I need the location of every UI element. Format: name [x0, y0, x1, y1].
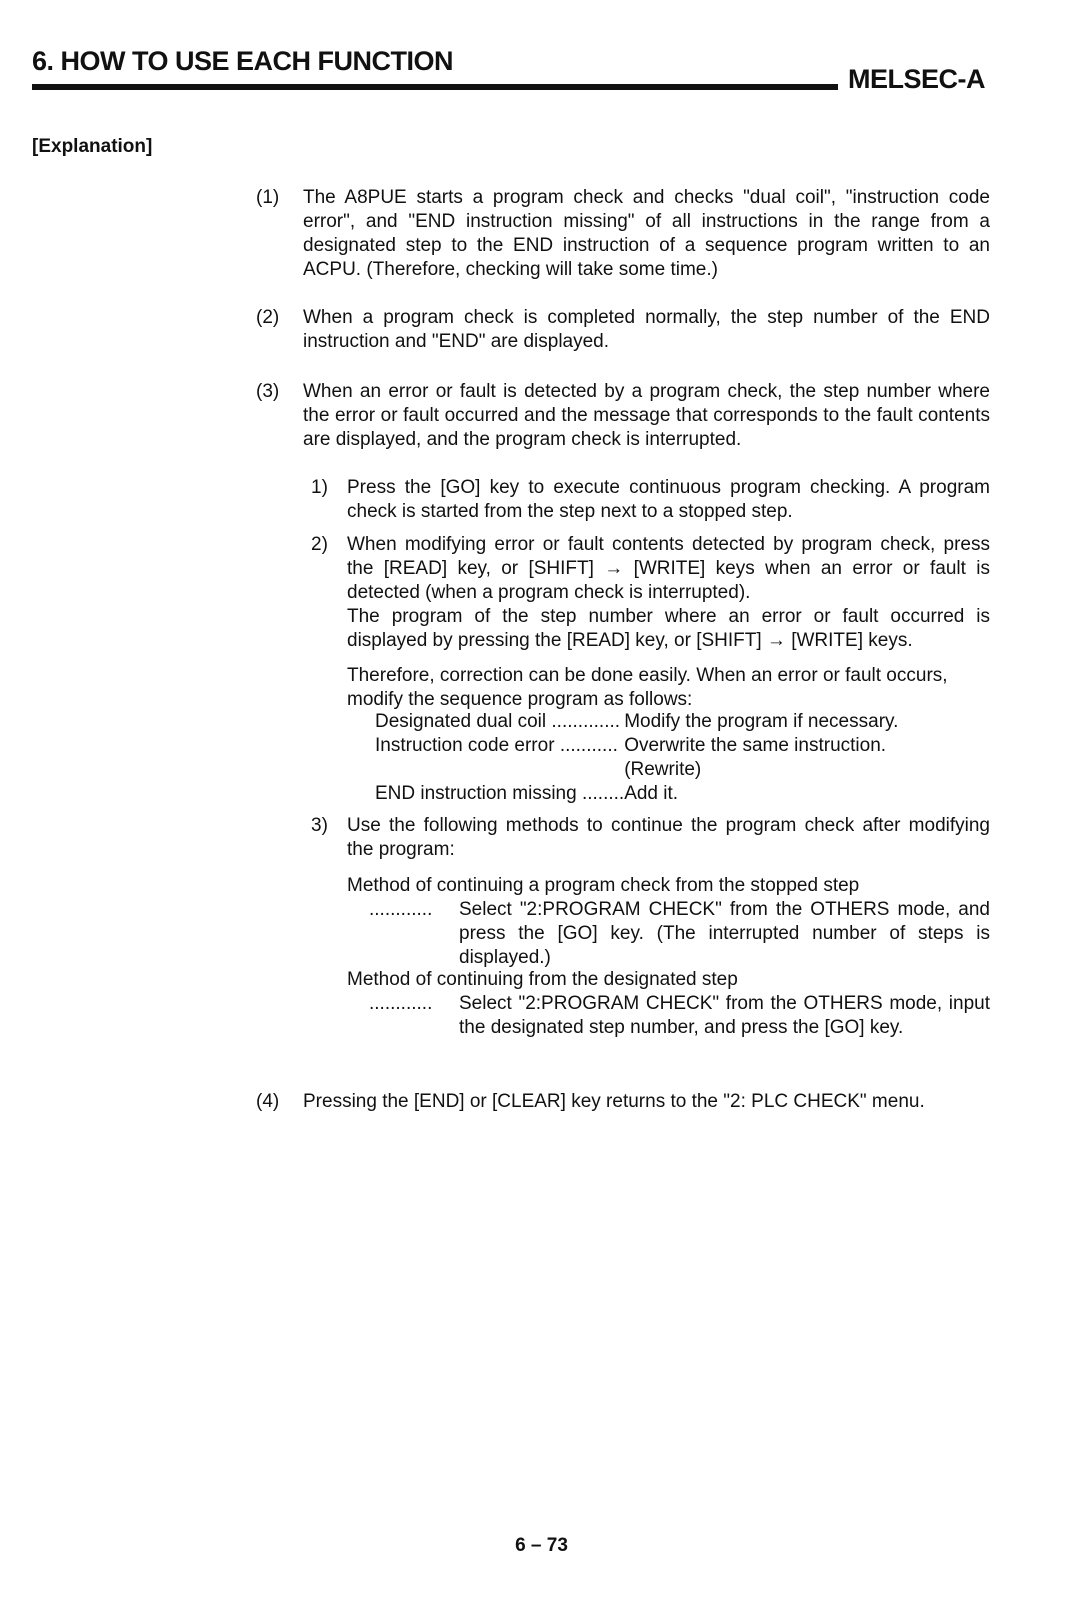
item-number: (4)	[256, 1091, 280, 1112]
item-text: When a program check is completed normally, the step number of the END instruction and "END" are displayed.	[303, 307, 990, 352]
table-row	[375, 782, 898, 806]
chapter-title: 6. HOW TO USE EACH FUNCTION	[32, 46, 454, 76]
table-action: Modify the program if necessary.	[624, 711, 899, 732]
method-title: Method of continuing a program check from the stopped step	[347, 875, 860, 896]
method-leader-dots: ............	[369, 899, 433, 920]
section-label: [Explanation]	[32, 136, 153, 157]
subitem-number: 2)	[311, 534, 328, 555]
table-row	[375, 710, 898, 734]
subitem-text: Use the following methods to continue the program check after modifying the program:	[347, 815, 990, 860]
item-number: (2)	[256, 307, 280, 328]
correction-table	[375, 710, 898, 806]
subitem-text: When modifying error or fault contents detected by program check, press the [READ] key, or [SHIFT] → [WRITE] keys when an error or fault is detected (when a program check is interrupted).	[347, 534, 990, 603]
subitem-number: 1)	[311, 477, 328, 498]
table-term: Instruction code error ...........	[375, 735, 618, 756]
item-text: The A8PUE starts a program check and checks "dual coil", "instruction code error", and "END instruction missing" of all instructions in the range from a designated step to the END instruction of a sequence program written to an ACPU. (Therefore, checking will take some time.)	[303, 187, 990, 280]
item-text: When an error or fault is detected by a program check, the step number where the error or fault occurred and the message that corresponds to the fault contents are displayed, and the program check is interrupted.	[303, 381, 990, 450]
table-term: END instruction missing ........	[375, 783, 625, 804]
table-action: Overwrite the same instruction. (Rewrite)	[624, 735, 887, 780]
item-number: (1)	[256, 187, 280, 208]
method-text: Select "2:PROGRAM CHECK" from the OTHERS mode, input the designated step number, and press the [GO] key.	[459, 993, 990, 1038]
table-action: Add it.	[624, 783, 679, 804]
method-text: Select "2:PROGRAM CHECK" from the OTHERS mode, and press the [GO] key. (The interrupted number of steps is displayed.)	[459, 899, 990, 968]
header-rule	[32, 84, 838, 90]
item-text: Pressing the [END] or [CLEAR] key returns to the "2: PLC CHECK" menu.	[303, 1091, 925, 1112]
table-row	[375, 734, 898, 782]
method-leader-dots: ............	[369, 993, 433, 1014]
table-term: Designated dual coil .............	[375, 711, 621, 732]
subitem-text: Press the [GO] key to execute continuous program checking. A program check is started from the step next to a stopped step.	[347, 477, 990, 522]
brand-label: MELSEC-A	[848, 64, 985, 94]
subitem-text-continued: The program of the step number where an error or fault occurred is displayed by pressing the [READ] key, or [SHIFT] → [WRITE] keys.	[347, 606, 990, 651]
subitem-number: 3)	[311, 815, 328, 836]
method-title: Method of continuing from the designated step	[347, 969, 738, 990]
subitem-note: Therefore, correction can be done easily. When an error or fault occurs, modify the sequence program as follows:	[347, 665, 948, 710]
page-number: 6 – 73	[515, 1535, 568, 1556]
item-number: (3)	[256, 381, 280, 402]
